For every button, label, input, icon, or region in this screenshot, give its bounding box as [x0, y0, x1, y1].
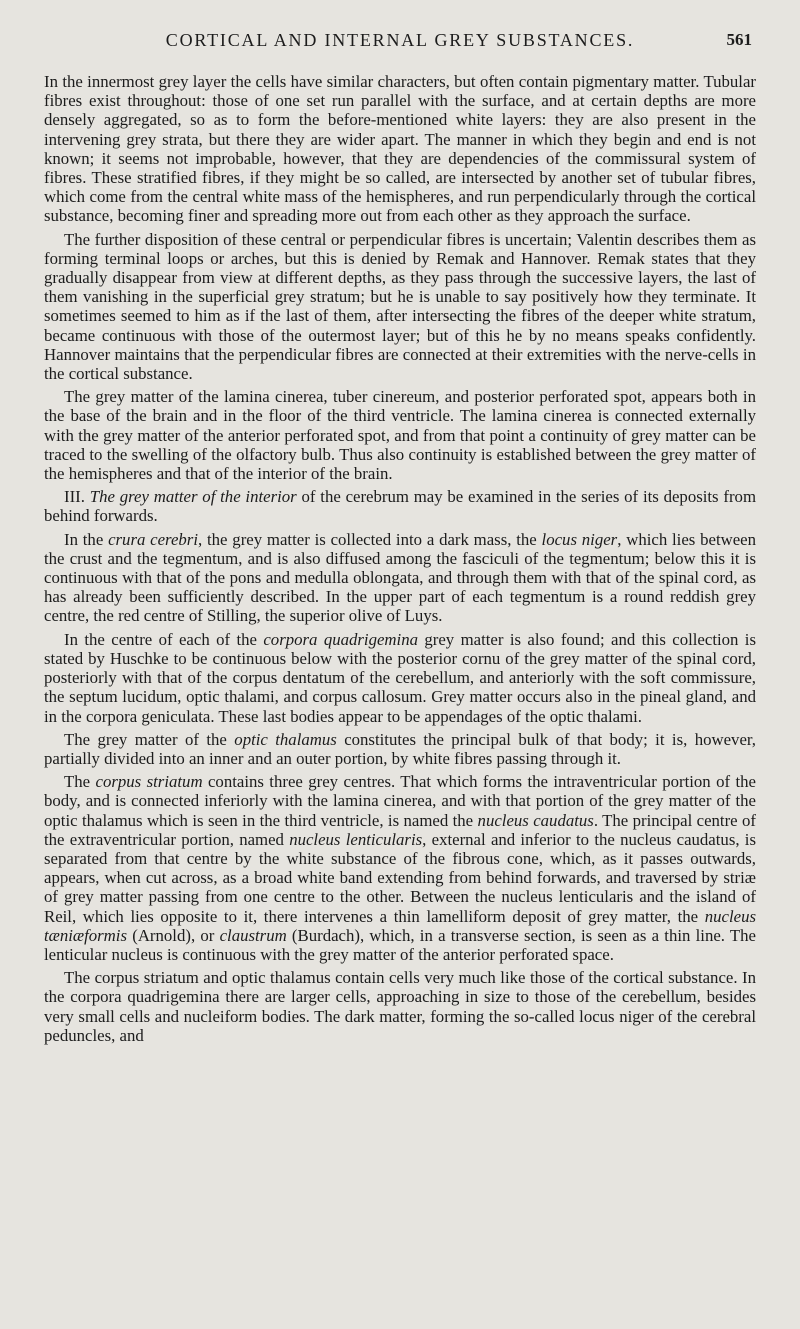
text-segment: In the: [64, 529, 109, 549]
paragraph: [44, 487, 756, 525]
italic-term: The grey matter of the interior: [89, 487, 297, 507]
text-segment: The further disposition of these central or perpendicular fibres is uncertain; Valentin describes them as forming terminal loops or arches, but this is denied by Remak and Hannover. Remak states that they gradually disappear from view at different depths, as they pass through the successive layers, the last of them vanishing in the superficial grey stratum; but he is unable to say positively how they terminate. It sometimes seemed to him as if the last of them, after intersecting the fibres of the deeper white stratum, became continuous with those of the outermost layer; but of this he by no means speaks confidently. Hannover maintains that the perpendicular fibres are connected at their extremities with the nerve-cells in the cortical substance.: [44, 229, 756, 384]
text-segment: The grey matter of the lamina cinerea, tuber cinereum, and posterior perforated spot, appears both in the base of the brain and in the floor of the third ventricle. The lamina cinerea is connected externally with the grey matter of the anterior perforated spot, and from that point a continuity of grey matter can be traced to the swelling of the olfactory bulb. Thus also continuity is established between the grey matter of the hemispheres and that of the interior of the brain.: [44, 387, 756, 484]
paragraph: [44, 772, 756, 964]
text-segment: , which lies between the crust and the tegmentum, and is also diffused among the fasciculi of the tegmentum; below this it is continuous with that of the pons and medulla oblongata, and through them with that of the spinal cord, as has already been sufficiently described. In the upper part of each tegmentum is a round reddish grey centre, the red centre of Stilling, the superior olive of Luys.: [44, 529, 757, 626]
text-segment: In the centre of each of the: [64, 629, 264, 649]
paragraph: [44, 387, 756, 483]
paragraph: [44, 72, 756, 226]
body-text: [44, 72, 756, 1045]
paragraph: [44, 968, 756, 1045]
italic-term: crura cerebri: [108, 529, 199, 549]
text-segment: The grey matter of the: [64, 729, 235, 749]
text-segment: In the innermost grey layer the cells have similar characters, but often contain pigmentary matter. Tubular fibres exist throughout: those of one set run parallel with the surface, and at certain depths are more densely aggregated, so as to form the before-mentioned white layers: they are also present in the intervening grey strata, but there they are wider apart. The manner in which they begin and end is not known; it seems not improbable, however, that they are dependencies of the commissural system of fibres. These stratified fibres, if they might be so called, are intersected by another set of tubular fibres, which come from the central white mass of the hemispheres, and run perpendicularly through the cortical substance, becoming finer and spreading more out from each other as they approach the surface.: [44, 72, 756, 226]
running-title: CORTICAL AND INTERNAL GREY SUBSTANCES.: [165, 30, 635, 50]
italic-term: locus niger: [541, 529, 618, 549]
running-header: [44, 30, 756, 56]
italic-term: optic thalamus: [234, 729, 337, 749]
text-segment: III.: [64, 487, 90, 507]
italic-term: nucleus caudatus: [477, 810, 594, 830]
italic-term: corpora quadrigemina: [263, 629, 418, 649]
text-segment: constitutes the principal bulk of that body; it is, however, partially divided into an inner and an outer portion, by white fibres passing through it.: [44, 729, 756, 768]
text-segment: (Burdach), which, in a transverse section, is seen as a thin line. The lenticular nucleus is continuous with the grey matter of the anterior perforated space.: [44, 925, 756, 964]
italic-term: corpus striatum: [95, 772, 203, 792]
text-segment: , external and inferior to the nucleus caudatus, is separated from that centre by the white substance of the fibrous cone, which, as it passes outwards, appears, when cut across, as a broad white band extending from behind forwards, and traversed by striæ of grey matter passing from one centre to the other. Between the nucleus lenticularis and the island of Reil, which lies opposite to it, there intervenes a thin lamelliform deposit of grey matter, the: [44, 829, 756, 926]
paragraph: [44, 530, 756, 626]
text-segment: . The principal centre of the extraventricular portion, named: [44, 810, 757, 849]
text-segment: (Arnold), or: [127, 925, 220, 945]
page-number: 561: [726, 30, 752, 49]
italic-term: nucleus tæniæformis: [44, 906, 756, 945]
text-segment: The corpus striatum and optic thalamus contain cells very much like those of the cortical substance. In the corpora quadrigemina there are larger cells, approaching in size to those of the cerebellum, besides very small cells and nucleiform bodies. The dark matter, forming the so-called locus niger of the cerebral peduncles, and: [44, 968, 756, 1045]
italic-term: claustrum: [219, 925, 287, 945]
text-segment: contains three grey centres. That which forms the intraventricular portion of the body, and is connected inferiorly with the lamina cinerea, and with that portion of the grey matter of the optic thalamus which is seen in the third ventricle, is named the: [44, 772, 756, 830]
text-segment: of the cerebrum may be examined in the series of its deposits from behind forwards.: [44, 487, 756, 526]
text-segment: grey matter is also found; and this collection is stated by Huschke to be continuous below with the posterior cornu of the grey matter of the spinal cord, posteriorly with that of the corpus dentatum of the cerebellum, and anteriorly with the soft commissure, the septum lucidum, optic thalami, and corpus callosum. Grey matter occurs also in the pineal gland, and in the corpora geniculata. These last bodies appear to be appendages of the optic thalami.: [44, 629, 756, 726]
paragraph: [44, 230, 756, 384]
paragraph: [44, 630, 756, 726]
paragraph: [44, 730, 756, 768]
text-segment: , the grey matter is collected into a dark mass, the: [198, 529, 542, 549]
text-segment: The: [64, 772, 96, 792]
italic-term: nucleus lenticularis: [289, 829, 423, 849]
